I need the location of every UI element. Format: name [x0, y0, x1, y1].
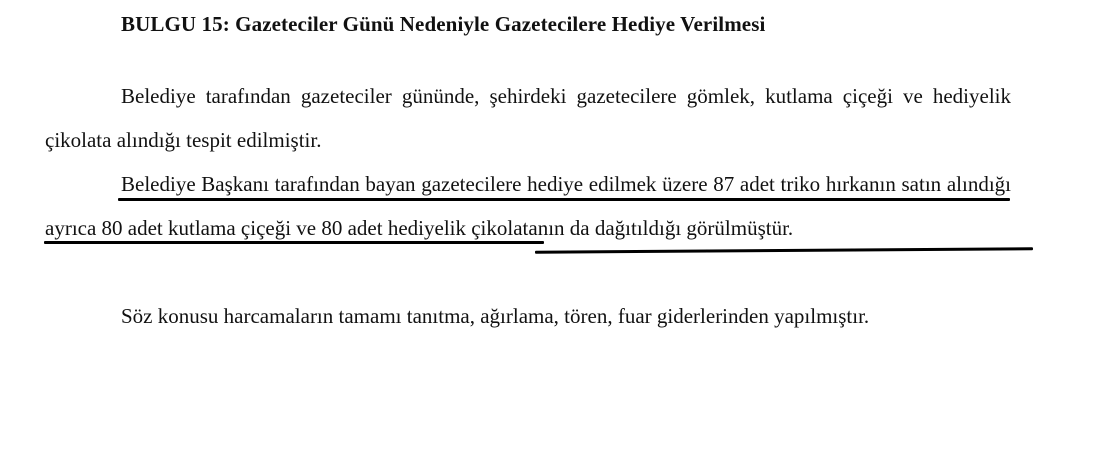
paragraph-gift-purchase: Belediye tarafından gazeteciler gününde, şehirdeki gazetecilere gömlek, kutlama çiçeği ve hediyelik çikolata alındığı tespit edilmiştir. [45, 84, 1011, 152]
finding-heading: BULGU 15: Gazeteciler Günü Nedeniyle Gazetecilere Hediye Verilmesi [121, 12, 766, 36]
paragraph-expense-source: Söz konusu harcamaların tamamı tanıtma, ağırlama, tören, fuar giderlerinden yapılmıştır. [121, 304, 870, 328]
handdrawn-underline-line-2-left [44, 241, 544, 244]
paragraph-mayor-gifts: Belediye Başkanı tarafından bayan gazetecilere hediye edilmek üzere 87 adet triko hırkanın satın alındığı ayrıca 80 adet kutlama çiçeği ve 80 adet hediyelik çikolatanın da dağıtıldığı görülmüştür. [45, 172, 1011, 240]
handdrawn-underline-line-1 [118, 198, 1010, 201]
